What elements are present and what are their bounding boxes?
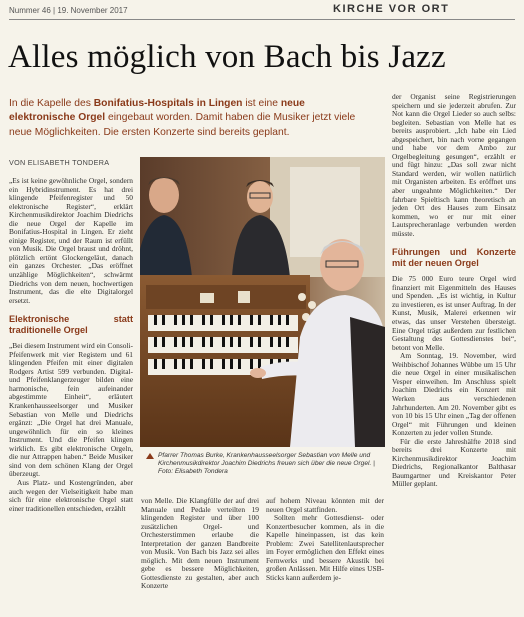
article-column-4	[392, 93, 516, 489]
teaser-text: ist eine	[242, 98, 281, 109]
paragraph: Sollten mehr Gottesdienst- oder Konzertbesucher kommen, als in die Kapelle hineinpassen, ist das kein Problem: Zwei Satellitenlautsprecher im Foyer ermöglichen den Effekt eines Fernwerks und bessere Akustik bei großen Anlässen. Mit Hilfe eines USB-Sticks kann außerdem je-	[266, 513, 384, 582]
subheading: Elektronische statt traditionelle Orgel	[9, 314, 133, 336]
paragraph: der Organist seine Registrierungen speichern und sie jederzeit abrufen. Zur Not kann die Orgel Lieder so auch selbs: begleiten. Sebastian von Melle hat es bereits ausprobiert. „Ich habe ein Lied abgespeichert, bin nach vorne gegangen und habe vor dem Ambo zur Orgelbegleitung gesungen“, erzählt er und fügt hinzu: „Das soll zwar nicht Standard werden, wir wollen natürlich mit Organisten arbeiten. Es eröffnet uns aber ungeahnte Möglichkeiten.“ Der fahrbare Spieltisch kann theoretisch an jeden Ort des Hauses zum Einsatz kommen, wo er nur mit einer Lautsprecheranlage verbunden werden müsste.	[392, 92, 516, 238]
photo-caption: Pfarrer Thomas Burke, Krankenhausseelsorger Sebastian von Melle und Kirchenmusikdirektor Joachim Diedrichs freuen sich über die neue Orgel. | Foto: Elisabeth Tondera	[158, 452, 375, 476]
teaser-bold: neue elektronische Orgel	[9, 98, 305, 124]
paragraph: Am Sonntag, 19. November, wird Weihbischof Johannes Wübbe um 15 Uhr die neue Orgel in einer musikalischen Vesper einweihen. Im Anschluss spielt Joachim Diedrichs ein Konzert mit Werken aus verschiedenen Jahrhunderten. Am 20. November gibt es von 10 bis 15 Uhr einen „Tag der offenen Orgel“ mit Führungen und kleinen Konzerten zu jeder vollen Stunde.	[392, 351, 516, 438]
teaser-bold: Bonifatius-Hospitals in Lingen	[93, 98, 243, 109]
teaser-text: In die Kapelle des	[9, 98, 94, 109]
headline: Alles möglich von Bach bis Jazz	[8, 39, 446, 75]
article-photo	[140, 157, 385, 447]
paragraph: von Melle. Die Klangfülle der auf drei Manuale und Pedale verteilten 19 klingenden Register und über 100 zusätzlichen Orgel- und Orchesterstimmen erlaube die Interpretation der ganzen Bandbreite von Musik. Von Bach bis Jazz sei alles möglich. Mit dem neuen Instrument gebe es bessere Möglichkeiten, Gottesdienste zu gestalten, aber auch Konzerte	[141, 496, 259, 591]
article-column-3	[266, 497, 384, 582]
paragraph: auf hohem Niveau könnten mit der neuen Orgel stattfinden.	[266, 496, 384, 514]
article-column-1	[9, 177, 133, 513]
subheading: Führungen und Konzerte mit der neuen Orgel	[392, 247, 516, 269]
paragraph: Aus Platz- und Kostengründen, aber auch wegen der Vielseitigkeit habe man sich für eine elektronische Orgel statt einer traditionellen entschieden, erzählt	[9, 477, 133, 513]
paragraph: Die 75 000 Euro teure Orgel wird finanziert mit Eigenmitteln des Hauses und Spenden. „Es ist wichtig, in Kultur zu investieren, es ist unser Auftrag. In der Kunst, Musik, Malerei erkennen wir etwas, das unser Verstehen übersteigt. Eine Orgel trägt außerdem zur festlichen Gestaltung des Gottesdienstes bei“, betont von Melle.	[392, 274, 516, 352]
paragraph: „Bei diesem Instrument wird ein Consoli-Pfeifenwerk mit vier Registern und 61 klingenden Pfeifen mit einer digitalen Rodgers Artist 599 verbunden. Digital- und Pfeifenklangerzeuger bilden eine harmonische, fein aufeinander abgestimmte Einheit“, erläutert Krankenhausseelsorger und Musiker Sebastian von Melle und Diedrichs ergänzt: „Die Orgel hat drei Manuale, ungewöhnlich für ein so kleines Instrument. Und die Pfeifen klingen wirklich. Es gibt elektronische Orgeln, die nur Attrappen haben.“ Beide Musiker sind von dem schönen Klang der Orgel überzeugt.	[9, 341, 133, 479]
paragraph: Für die erste Jahreshälfte 2018 sind bereits drei Konzerte mit Kirchenmusikdirektor Joachim Diedrichs, Regionalkantor Balthasar Baumgartner und Kreiskantor Peter Müller geplant.	[392, 436, 516, 489]
article-column-2	[141, 497, 259, 591]
top-rule	[9, 19, 515, 20]
teaser	[9, 97, 374, 140]
teaser-text: eingebaut worden. Damit haben die Musiker jetzt viele neue Möglichkeiten. Die ersten Konzerte sind bereits geplant.	[9, 112, 356, 138]
section-label: KIRCHE VOR ORT	[333, 3, 450, 15]
caption-marker-icon	[146, 453, 154, 459]
photo-organ-musicians	[140, 157, 385, 447]
issue-info: Nummer 46 | 19. November 2017	[9, 6, 128, 15]
author-byline: VON ELISABETH TONDERA	[9, 158, 110, 167]
paragraph: „Es ist keine gewöhnliche Orgel, sondern ein Hybridinstrument. Es hat drei klingende Pfeifenregister und 50 elektronische Register“, erklärt Kirchenmusikdirektor Joachim Diedrichs die neue Orgel der Kapelle im Bonifatius-Hospital in Lingen. Er zieht einige Register, und der Raum ist erfüllt von Musik. Die Orgel braust und dröhnt, plötzlich ertönt Glockengeläut, danach ein ganzes Orchester. „Das eröffnet unzählige Möglichkeiten“, schwärmt Diedrichs von dem neuen, hochwertigen Instrument, das die elte Digitalorgel ersetzt.	[9, 176, 133, 305]
